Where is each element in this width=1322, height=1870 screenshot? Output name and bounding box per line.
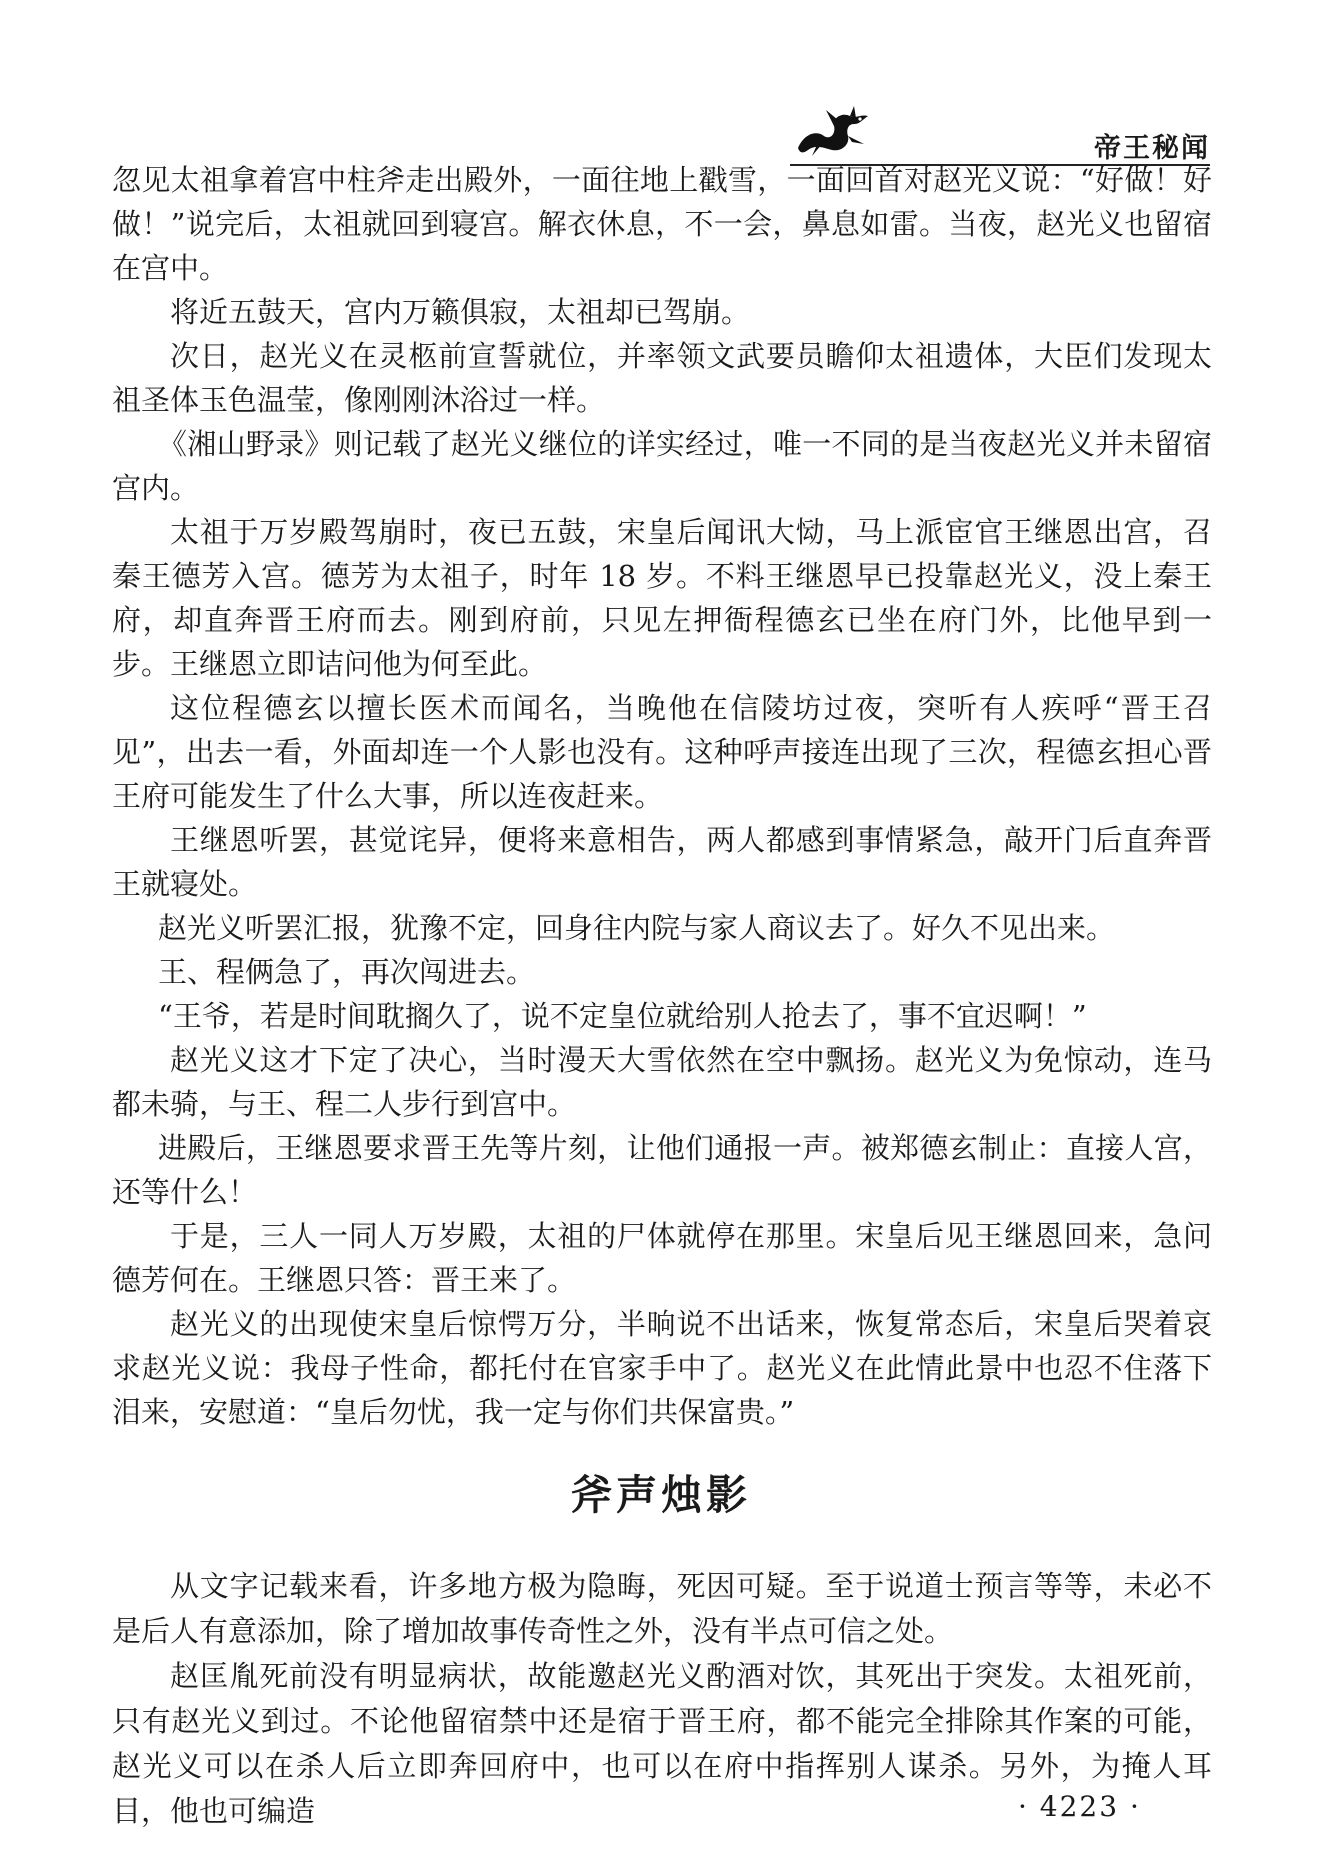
paragraph: 《湘山野录》则记载了赵光义继位的详实经过，唯一不同的是当夜赵光义并未留宿宫内。: [112, 427, 1212, 505]
paragraph: 于是，三人一同人万岁殿，太祖的尸体就停在那里。宋皇后见王继恩回来，急问德芳何在。王继恩只答：晋王来了。: [112, 1219, 1212, 1297]
paragraph: 太祖于万岁殿驾崩时，夜已五鼓，宋皇后闻讯大恸，马上派宦官王继恩出宫，召秦王德芳入宫。德芳为太祖子，时年 18 岁。不料王继恩早已投靠赵光义，没上秦王府，却直奔晋王府而去。刚到府前，只见左押衙程德玄已坐在府门外，比他早到一步。王继恩立即诘问他为何至此。: [112, 515, 1212, 681]
dragon-icon: [790, 104, 876, 162]
page-number: · 4223 ·: [1018, 1790, 1141, 1823]
paragraph: 将近五鼓天，宫内万籁俱寂，太祖却已驾崩。: [170, 295, 751, 329]
paragraph: 进殿后，王继恩要求晋王先等片刻，让他们通报一声。被郑德玄制止：直接人宫，还等什么！: [112, 1131, 1212, 1209]
paragraph: 赵匡胤死前没有明显病状，故能邀赵光义酌酒对饮，其死出于突发。太祖死前，只有赵光义到过。不论他留宿禁中还是宿于晋王府，都不能完全排除其作案的可能，赵光义可以在杀人后立即奔回府中，也可以在府中指挥别人谋杀。另外，为掩人耳目，他也可编造: [112, 1659, 1212, 1828]
paragraph: 赵光义这才下定了决心，当时漫天大雪依然在空中飘扬。赵光义为免惊动，连马都未骑，与王、程二人步行到宫中。: [112, 1043, 1212, 1121]
paragraph: 赵光义听罢汇报，犹豫不定，回身往内院与家人商议去了。好久不见出来。: [158, 911, 1116, 945]
paragraph: “王爷，若是时间耽搁久了，说不定皇位就给别人抢去了，事不宜迟啊！”: [158, 999, 1087, 1033]
header-title: 帝王秘闻: [1094, 133, 1210, 164]
paragraph: 忽见太祖拿着宫中柱斧走出殿外，一面往地上戳雪，一面回首对赵光义说：“好做！好做！”说完后，太祖就回到寝宫。解衣休息，不一会，鼻息如雷。当夜，赵光义也留宿在宫中。: [112, 163, 1212, 285]
paragraph: 次日，赵光义在灵柩前宣誓就位，并率领文武要员瞻仰太祖遗体，大臣们发现太祖圣体玉色温莹，像刚刚沐浴过一样。: [112, 339, 1212, 417]
paragraph: 王继恩听罢，甚觉诧异，便将来意相告，两人都感到事情紧急，敲开门后直奔晋王就寝处。: [112, 823, 1212, 901]
section-title: 斧声烛影: [571, 1471, 751, 1519]
body-text: [112, 158, 1212, 1434]
paragraph: 赵光义的出现使宋皇后惊愕万分，半晌说不出话来，恢复常态后，宋皇后哭着哀求赵光义说：我母子性命，都托付在官家手中了。赵光义在此情此景中也忍不住落下泪来，安慰道：“皇后勿忧，我一定与你们共保富贵。”: [112, 1307, 1212, 1429]
paragraph: 从文字记载来看，许多地方极为隐晦，死因可疑。至于说道士预言等等，未必不是后人有意添加，除了增加故事传奇性之外，没有半点可信之处。: [112, 1569, 1212, 1648]
paragraph: 王、程俩急了，再次闯进去。: [158, 955, 536, 989]
running-header: [790, 104, 1210, 164]
paragraph: 这位程德玄以擅长医术而闻名，当晚他在信陵坊过夜，突听有人疾呼“晋王召见”，出去一看，外面却连一个人影也没有。这种呼声接连出现了三次，程德玄担心晋王府可能发生了什么大事，所以连夜赶来。: [112, 691, 1212, 813]
